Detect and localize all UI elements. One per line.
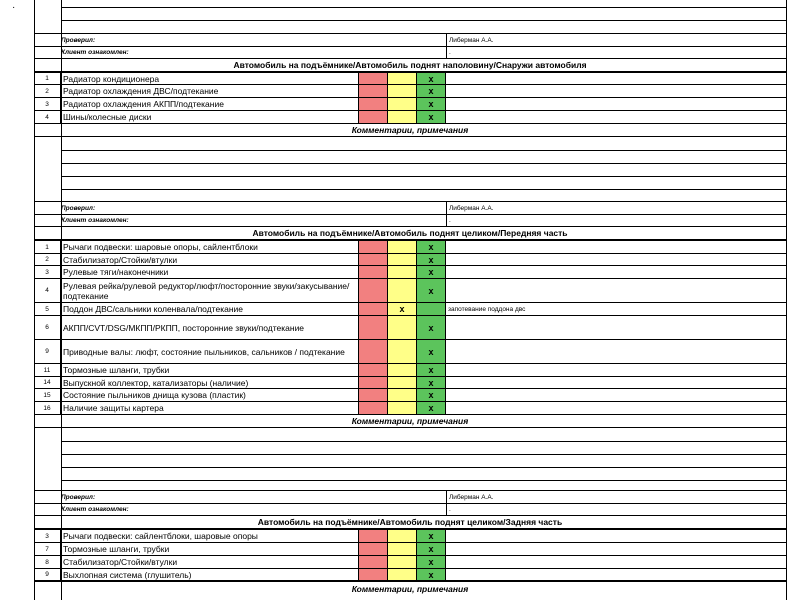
check-mark: x — [428, 112, 434, 122]
reviewer-row — [34, 33, 786, 46]
checklist-row — [34, 84, 786, 97]
row-number: 3 — [34, 266, 61, 278]
check-mark: x — [428, 99, 434, 109]
row-number: 14 — [34, 377, 61, 388]
reviewer-row — [34, 490, 786, 503]
checklist-row — [34, 376, 786, 388]
client-label: Клиент ознакомлен: — [61, 506, 129, 513]
row-text: Рулевая рейка/рулевой редуктор/люфт/посторонние звуки/закусывание/подтекание — [61, 279, 359, 302]
blank-line — [61, 441, 786, 442]
row-text: Поддон ДВС/сальники коленвала/подтекание — [61, 303, 359, 315]
row-note — [446, 241, 786, 253]
status-green-cell[interactable] — [417, 389, 446, 401]
status-yellow-cell[interactable] — [388, 279, 417, 302]
reviewer-name: Либерман А.А. — [446, 491, 494, 503]
status-green-cell[interactable] — [417, 377, 446, 388]
status-green-cell[interactable] — [417, 402, 446, 414]
row-note: запотевание поддона двс — [448, 305, 526, 313]
row-note — [446, 111, 786, 123]
row-text: Тормозные шланги, трубки — [61, 543, 359, 555]
checklist-row — [34, 72, 786, 84]
checklist-row — [34, 240, 786, 253]
row-note — [446, 530, 786, 542]
checklist-row — [34, 97, 786, 110]
status-red-cell[interactable] — [359, 389, 388, 401]
row-text: Рулевые тяги/наконечники — [61, 266, 359, 278]
status-green-cell[interactable] — [417, 266, 446, 278]
status-red-cell[interactable] — [359, 254, 388, 265]
section-title: Автомобиль на подъёмнике/Автомобиль поднят целиком/Передняя часть — [34, 226, 786, 240]
row-note — [446, 556, 786, 568]
blank-line — [61, 163, 786, 164]
row-note — [446, 364, 786, 376]
comments-header: Комментарии, примечания — [34, 581, 786, 595]
row-text: Стабилизатор/Стойки/втулки — [61, 254, 359, 265]
status-red-cell[interactable] — [359, 73, 388, 84]
row-note — [446, 340, 786, 363]
status-red-cell[interactable] — [359, 85, 388, 97]
checklist-row — [34, 315, 786, 339]
status-green-cell[interactable] — [417, 569, 446, 580]
check-mark: x — [428, 285, 434, 296]
checklist-row — [34, 529, 786, 542]
status-yellow-cell[interactable] — [388, 266, 417, 278]
reviewer-row — [34, 201, 786, 214]
status-green-cell[interactable] — [417, 303, 446, 315]
status-red-cell[interactable] — [359, 279, 388, 302]
blank-line — [61, 176, 786, 177]
checklist-row — [34, 339, 786, 363]
row-number: 11 — [34, 364, 61, 376]
row-note — [446, 98, 786, 110]
status-yellow-cell[interactable] — [388, 73, 417, 84]
check-mark: x — [428, 322, 434, 333]
status-red-cell[interactable] — [359, 266, 388, 278]
row-text: АКПП/CVT/DSG/МКПП/РКПП, посторонние звуки/подтекание — [61, 316, 359, 339]
row-number: 2 — [34, 254, 61, 265]
right-border — [786, 0, 787, 600]
checklist-row — [34, 278, 786, 302]
row-text: Стабилизатор/Стойки/втулки — [61, 556, 359, 568]
row-number: 3 — [34, 98, 61, 110]
status-yellow-cell[interactable] — [388, 316, 417, 339]
checklist-row — [34, 302, 786, 315]
blank-line — [61, 7, 786, 8]
blank-line — [61, 150, 786, 151]
blank-line — [61, 480, 786, 481]
row-number: 1 — [34, 241, 61, 253]
status-green-cell[interactable] — [417, 241, 446, 253]
status-green-cell[interactable] — [417, 340, 446, 363]
check-mark: x — [428, 254, 434, 265]
row-text: Состояние пыльников днища кузова (пластик) — [61, 389, 359, 401]
row-text: Наличие защиты картера — [61, 402, 359, 414]
client-value: . — [446, 47, 451, 58]
status-green-cell[interactable] — [417, 316, 446, 339]
row-text: Приводные валы: люфт, состояние пыльников, сальников / подтекание — [61, 340, 359, 363]
row-text: Радиатор охлаждения АКПП/подтекание — [61, 98, 359, 110]
row-text: Шины/колесные диски — [61, 111, 359, 123]
status-yellow-cell[interactable] — [388, 98, 417, 110]
row-note — [446, 377, 786, 388]
status-red-cell[interactable] — [359, 530, 388, 542]
checklist-row — [34, 388, 786, 401]
status-yellow-cell[interactable] — [388, 303, 417, 315]
status-yellow-cell[interactable] — [388, 402, 417, 414]
row-text: Рычаги подвески: шаровые опоры, сайлентблоки — [61, 241, 359, 253]
reviewer-name: Либерман А.А. — [446, 34, 494, 46]
checklist-row — [34, 265, 786, 278]
check-mark: x — [428, 346, 434, 357]
client-label: Клиент ознакомлен: — [61, 49, 129, 56]
comments-header: Комментарии, примечания — [34, 123, 786, 137]
section-title: Автомобиль на подъёмнике/Автомобиль поднят целиком/Задняя часть — [34, 515, 786, 529]
row-text: Тормозные шланги, трубки — [61, 364, 359, 376]
row-number: 4 — [34, 111, 61, 123]
row-note — [446, 73, 786, 84]
status-yellow-cell[interactable] — [388, 241, 417, 253]
row-number: 15 — [34, 389, 61, 401]
checklist-row — [34, 401, 786, 414]
client-row — [34, 503, 786, 515]
status-red-cell[interactable] — [359, 303, 388, 315]
row-number: 4 — [34, 279, 61, 302]
check-mark: x — [428, 403, 434, 413]
blank-line — [61, 189, 786, 190]
section-title: Автомобиль на подъёмнике/Автомобиль поднят наполовину/Снаружи автомобиля — [34, 58, 786, 72]
check-mark: x — [428, 569, 434, 580]
row-note — [446, 279, 786, 302]
checklist-row — [34, 542, 786, 555]
checklist-row — [34, 568, 786, 581]
status-green-cell[interactable] — [417, 530, 446, 542]
status-green-cell[interactable] — [417, 111, 446, 123]
status-red-cell[interactable] — [359, 241, 388, 253]
status-yellow-cell[interactable] — [388, 569, 417, 580]
row-note — [446, 389, 786, 401]
status-red-cell[interactable] — [359, 340, 388, 363]
check-mark: x — [428, 377, 434, 388]
checklist-row — [34, 253, 786, 265]
client-row — [34, 214, 786, 226]
row-note — [446, 543, 786, 555]
status-yellow-cell[interactable] — [388, 377, 417, 388]
reviewer-label: Проверил: — [61, 204, 96, 212]
row-number: 1 — [34, 73, 61, 84]
row-text: Выпускной коллектор, катализаторы (наличие) — [61, 377, 359, 388]
checklist-row — [34, 363, 786, 376]
status-red-cell[interactable] — [359, 402, 388, 414]
row-note — [446, 266, 786, 278]
status-yellow-cell[interactable] — [388, 530, 417, 542]
client-label: Клиент ознакомлен: — [61, 217, 129, 224]
status-yellow-cell[interactable] — [388, 85, 417, 97]
inspection-sheet — [12, 0, 792, 600]
check-mark: x — [428, 73, 434, 84]
status-green-cell[interactable] — [417, 85, 446, 97]
check-mark: x — [428, 86, 434, 96]
row-note — [446, 569, 786, 580]
status-green-cell[interactable] — [417, 364, 446, 376]
row-number: 7 — [34, 543, 61, 555]
row-text: Выхлопная система (глушитель) — [61, 569, 359, 580]
status-green-cell[interactable] — [417, 543, 446, 555]
row-text: Радиатор охлаждения ДВС/подтекание — [61, 85, 359, 97]
row-number: 2 — [34, 85, 61, 97]
top-mark: · — [12, 2, 16, 13]
reviewer-label: Проверил: — [61, 493, 96, 501]
blank-line — [61, 20, 786, 21]
reviewer-label: Проверил: — [61, 36, 96, 44]
row-note — [446, 402, 786, 414]
status-yellow-cell[interactable] — [388, 340, 417, 363]
status-yellow-cell[interactable] — [388, 389, 417, 401]
checklist-row — [34, 555, 786, 568]
row-text: Радиатор кондиционера — [61, 73, 359, 84]
status-yellow-cell[interactable] — [388, 111, 417, 123]
status-red-cell[interactable] — [359, 364, 388, 376]
row-number: 5 — [34, 303, 61, 315]
check-mark: x — [428, 531, 434, 541]
check-mark: x — [399, 304, 405, 314]
blank-line — [61, 454, 786, 455]
checklist-row — [34, 110, 786, 123]
status-yellow-cell[interactable] — [388, 364, 417, 376]
check-mark: x — [428, 365, 434, 375]
blank-line — [61, 467, 786, 468]
check-mark: x — [428, 267, 434, 277]
row-note — [446, 85, 786, 97]
status-green-cell[interactable] — [417, 279, 446, 302]
row-number: 3 — [34, 530, 61, 542]
status-green-cell[interactable] — [417, 98, 446, 110]
row-number: 6 — [34, 316, 61, 339]
status-red-cell[interactable] — [359, 569, 388, 580]
status-green-cell[interactable] — [417, 556, 446, 568]
check-mark: x — [428, 544, 434, 554]
client-value: . — [446, 215, 451, 226]
status-yellow-cell[interactable] — [388, 556, 417, 568]
reviewer-name: Либерман А.А. — [446, 202, 494, 214]
client-row — [34, 46, 786, 58]
check-mark: x — [428, 557, 434, 567]
status-yellow-cell[interactable] — [388, 543, 417, 555]
status-green-cell[interactable] — [417, 254, 446, 265]
status-red-cell[interactable] — [359, 98, 388, 110]
row-number: 8 — [34, 556, 61, 568]
comments-header: Комментарии, примечания — [34, 414, 786, 428]
check-mark: x — [428, 242, 434, 252]
status-red-cell[interactable] — [359, 316, 388, 339]
row-note — [446, 254, 786, 265]
row-text: Рычаги подвески: сайлентблоки, шаровые опоры — [61, 530, 359, 542]
check-mark: x — [428, 390, 434, 400]
row-number: 16 — [34, 402, 61, 414]
row-number: 9 — [34, 340, 61, 363]
row-note — [446, 316, 786, 339]
status-red-cell[interactable] — [359, 377, 388, 388]
status-red-cell[interactable] — [359, 543, 388, 555]
row-number: 9 — [34, 569, 61, 580]
status-green-cell[interactable] — [417, 73, 446, 84]
status-red-cell[interactable] — [359, 111, 388, 123]
status-red-cell[interactable] — [359, 556, 388, 568]
status-yellow-cell[interactable] — [388, 254, 417, 265]
client-value: . — [446, 504, 451, 515]
